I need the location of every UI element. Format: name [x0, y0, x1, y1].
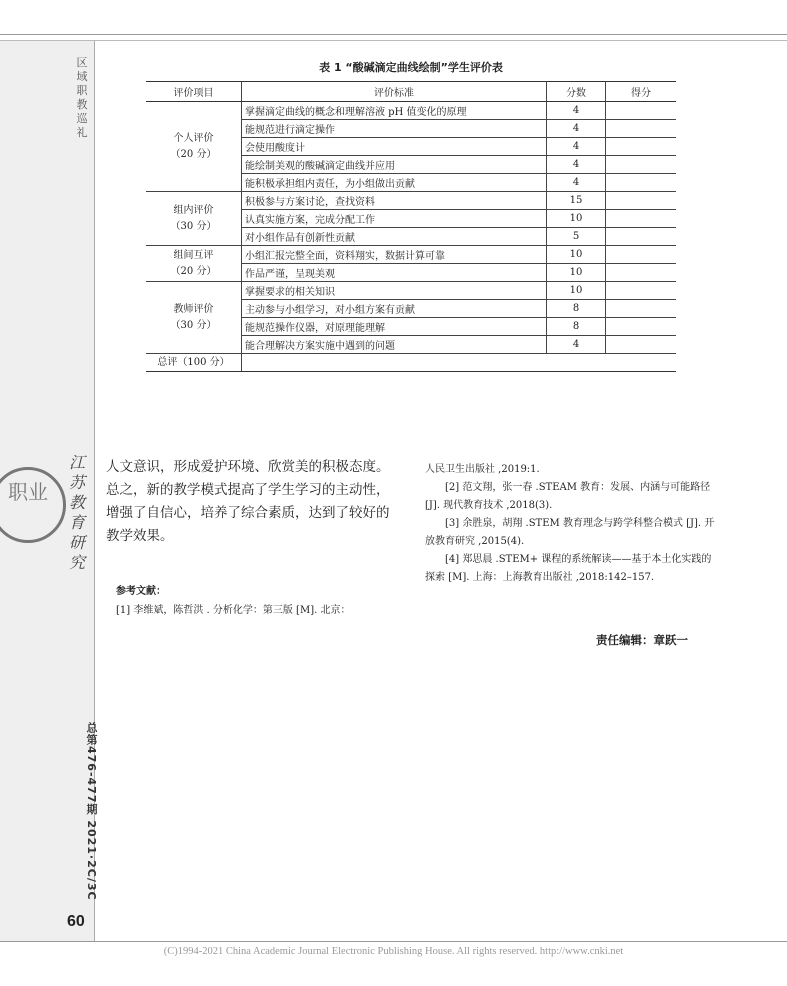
category-name: 个人评价	[173, 132, 214, 144]
journal-calligraphy: 江苏教育研究	[68, 453, 85, 572]
column-name: 区域职教巡礼	[76, 56, 88, 139]
score-cell	[606, 282, 677, 300]
category-score: （30 分）	[170, 319, 217, 331]
reference-1-end: 人民卫生出版社 ,2019:1.	[425, 464, 540, 475]
table-header-row	[146, 82, 676, 102]
score-cell	[606, 192, 677, 210]
table-body	[146, 102, 676, 372]
header-item: 评价项目	[146, 82, 242, 102]
points-cell: 5	[547, 228, 606, 246]
category-name: 教师评价	[173, 303, 214, 315]
seal-logo: 职业	[0, 467, 66, 543]
category-name: 组间互评	[173, 249, 214, 261]
points-cell: 4	[547, 336, 606, 354]
score-cell	[606, 246, 677, 264]
footer-rule	[0, 941, 787, 942]
reference-3: [3] 余胜泉，胡翔 .STEM 教育理念与跨学科整合模式 [J]. 开放教育研究 ,2015(4).	[425, 518, 715, 547]
points-cell: 15	[547, 192, 606, 210]
category-score: （20 分）	[170, 148, 217, 160]
reference-4: [4] 郑思晨 .STEM+ 课程的系统解读——基于本土化实践的探索 [M]. 上海：上海教育出版社 ,2018:142–157.	[425, 554, 712, 583]
score-cell	[606, 102, 677, 120]
reference-1-start: [1] 李维斌，陈哲洪 . 分析化学：第三版 [M]. 北京：	[116, 605, 351, 616]
score-cell	[606, 174, 677, 192]
score-cell	[606, 336, 677, 354]
points-cell: 10	[547, 210, 606, 228]
criterion-cell: 积极参与方案讨论，查找资料	[242, 192, 547, 210]
table-row	[146, 192, 676, 210]
total-row	[146, 354, 676, 372]
header-rule	[0, 34, 787, 35]
page-number: 60	[67, 913, 85, 930]
criterion-cell: 掌握滴定曲线的概念和理解溶液 pH 值变化的原理	[242, 102, 547, 120]
criterion-cell: 作品严谨，呈现美观	[242, 264, 547, 282]
score-cell	[606, 264, 677, 282]
criterion-cell: 能规范进行滴定操作	[242, 120, 547, 138]
criterion-cell: 主动参与小组学习，对小组方案有贡献	[242, 300, 547, 318]
header-rule-secondary	[0, 40, 787, 41]
score-cell	[606, 120, 677, 138]
table-row	[146, 282, 676, 300]
points-cell: 4	[547, 102, 606, 120]
issue-info: 总第476-477期 2021·2C/3C	[85, 722, 98, 901]
criterion-cell: 掌握要求的相关知识	[242, 282, 547, 300]
criterion-cell: 能合理解决方案实施中遇到的问题	[242, 336, 547, 354]
evaluation-table	[146, 81, 676, 372]
points-cell: 10	[547, 282, 606, 300]
references-right-column	[425, 461, 720, 587]
body-paragraph: 人文意识，形成爱护环境、欣赏美的积极态度。总之，新的教学模式提高了学生学习的主动性，增强了自信心，培养了综合素质，达到了较好的教学效果。	[106, 459, 390, 544]
criterion-cell: 对小组作品有创新性贡献	[242, 228, 547, 246]
score-cell	[606, 138, 677, 156]
score-cell	[606, 228, 677, 246]
table-row	[146, 246, 676, 264]
responsible-editor: 责任编辑：章跃一	[596, 633, 688, 647]
total-label: 总评（100 分）	[146, 354, 242, 372]
table-row	[146, 102, 676, 120]
criterion-cell: 认真实施方案，完成分配工作	[242, 210, 547, 228]
points-cell: 4	[547, 138, 606, 156]
category-cell	[146, 246, 242, 282]
criterion-cell: 会使用酸度计	[242, 138, 547, 156]
header-criterion: 评价标准	[242, 82, 547, 102]
points-cell: 4	[547, 156, 606, 174]
total-value-cell	[242, 354, 677, 372]
header-points: 分数	[547, 82, 606, 102]
header-score: 得分	[606, 82, 677, 102]
category-cell	[146, 192, 242, 246]
category-score: （20 分）	[170, 265, 217, 277]
score-cell	[606, 300, 677, 318]
points-cell: 4	[547, 120, 606, 138]
points-cell: 4	[547, 174, 606, 192]
criterion-cell: 能积极承担组内责任，为小组做出贡献	[242, 174, 547, 192]
points-cell: 8	[547, 318, 606, 336]
points-cell: 10	[547, 264, 606, 282]
category-score: （30 分）	[170, 220, 217, 232]
table-title: 表 1 “酸碱滴定曲线绘制”学生评价表	[319, 61, 503, 74]
criterion-cell: 小组汇报完整全面，资料翔实，数据计算可靠	[242, 246, 547, 264]
category-name: 组内评价	[173, 204, 214, 216]
criterion-cell: 能绘制美观的酸碱滴定曲线并应用	[242, 156, 547, 174]
copyright-notice: (C)1994-2021 China Academic Journal Electronic Publishing House. All rights reserved. http://www.cnki.net	[163, 946, 624, 957]
category-cell	[146, 102, 242, 192]
points-cell: 10	[547, 246, 606, 264]
reference-2: [2] 范文翔，张一春 .STEAM 教育：发展、内涵与可能路径 [J]. 现代教育技术 ,2018(3).	[425, 482, 711, 511]
category-cell	[146, 282, 242, 354]
points-cell: 8	[547, 300, 606, 318]
criterion-cell: 能规范操作仪器，对原理能理解	[242, 318, 547, 336]
score-cell	[606, 156, 677, 174]
score-cell	[606, 318, 677, 336]
score-cell	[606, 210, 677, 228]
references-title: 参考文献：	[116, 586, 166, 597]
